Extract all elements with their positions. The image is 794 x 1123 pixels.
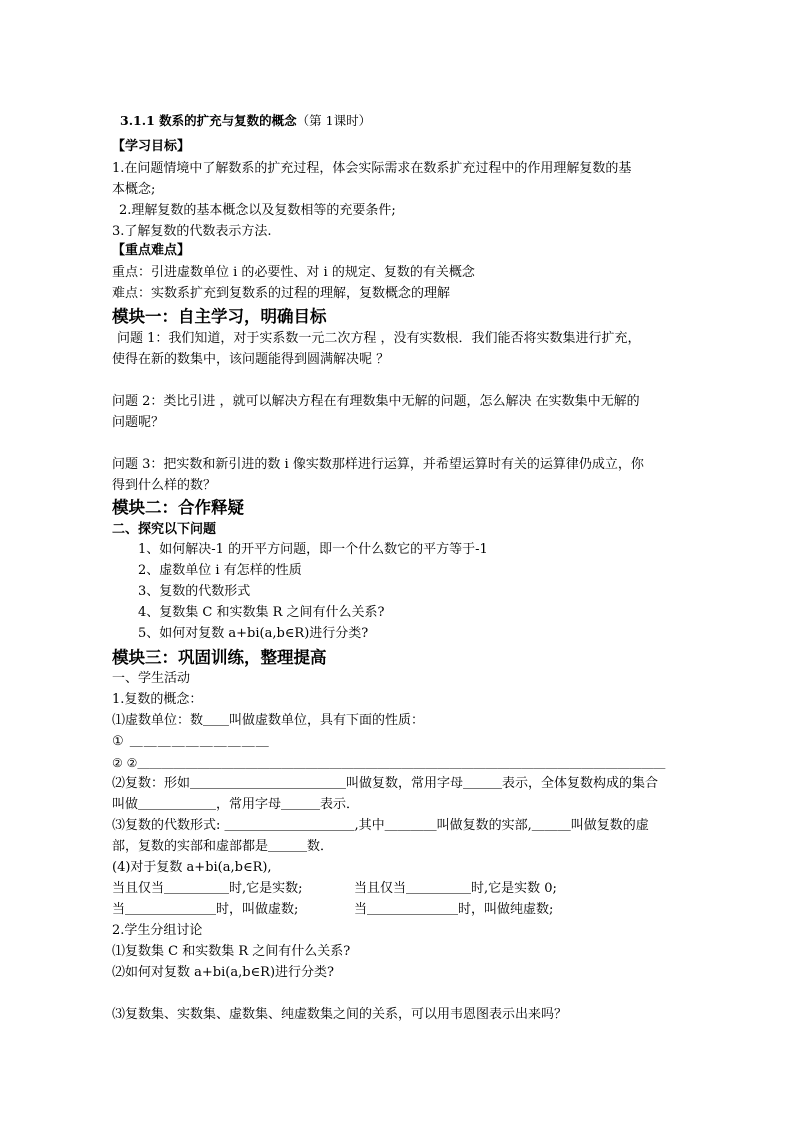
- imaginary-unit-line: ⑴虚数单位：数＿＿叫做虚数单位，具有下面的性质：: [112, 713, 425, 728]
- goal-2: 2.理解复数的基本概念以及复数相等的充要条件;: [119, 203, 396, 218]
- module-1-heading: 模块一：自主学习，明确目标: [112, 307, 327, 326]
- explore-item-1: 1、如何解决-1 的开平方问题，即一个什么数它的平方等于-1: [138, 542, 488, 557]
- section-explore-heading: 二、探究以下问题: [112, 522, 217, 537]
- explore-item-2: 2、虚数单位 i 有怎样的性质: [138, 563, 302, 578]
- property-2-blank: ② ②＿＿＿＿＿＿＿＿＿＿＿＿＿＿＿＿＿＿＿＿＿＿＿＿＿＿＿＿＿＿＿＿＿＿＿＿＿＿＿＿＿＿＿＿: [112, 756, 666, 770]
- document-title: 3.1.1 数系的扩充与复数的概念（第 1课时）: [120, 113, 372, 128]
- algebraic-form-line1: ⑶复数的代数形式: ＿＿＿＿＿＿＿＿＿＿,其中＿＿＿＿叫做复数的实部,＿＿＿叫做复数的虚: [112, 818, 649, 833]
- discussion-2: ⑵如何对复数 a+bi(a,b∈R)进行分类?: [112, 965, 334, 980]
- imaginary-condition: 当＿＿＿＿＿＿＿时，叫做虚数;: [112, 902, 299, 917]
- heading-key-points: 【重点难点】: [112, 243, 191, 258]
- key-point: 重点：引进虚数单位 i 的必要性、对 i 的规定、复数的有关概念: [112, 265, 475, 280]
- explore-item-4: 4、复数集 C 和实数集 R 之间有什么关系?: [138, 605, 385, 620]
- question-1-line1: 问题 1：我们知道，对于实系数一元二次方程 ，没有实数根．我们能否将实数集进行扩充，: [117, 331, 641, 346]
- concept-heading: 1.复数的概念：: [112, 692, 203, 707]
- goal-1-line1: 1.在问题情境中了解数系的扩充过程，体会实际需求在数系扩充过程中的作用理解复数的基: [112, 161, 632, 176]
- question-2-line1: 问题 2：类比引进 ，就可以解决方程在有理数集中无解的问题，怎么解决 在实数集中无解的: [112, 394, 640, 409]
- module-3-heading: 模块三：巩固训练，整理提高: [112, 648, 327, 667]
- property-1-blank: ① ＿＿＿＿＿＿＿＿＿＿: [112, 734, 270, 749]
- student-activity-heading: 一、学生活动: [112, 671, 191, 686]
- question-3-line2: 得到什么样的数？: [112, 478, 217, 493]
- question-1-line2: 使得在新的数集中，该问题能得到圆满解决呢 ？: [112, 352, 390, 367]
- classification-intro: (4)对于复数 a+bi(a,b∈R),: [112, 860, 272, 875]
- difficult-point: 难点：实数系扩充到复数系的过程的理解，复数概念的理解: [112, 286, 451, 301]
- module-2-heading: 模块二：合作释疑: [112, 498, 244, 517]
- pure-imaginary-condition: 当＿＿＿＿＿＿＿时，叫做纯虚数;: [354, 902, 554, 917]
- discussion-1: ⑴复数集 C 和实数集 R 之间有什么关系?: [112, 944, 351, 959]
- zero-condition: 当且仅当＿＿＿＿＿时,它是实数 0;: [354, 881, 557, 896]
- question-2-line2: 问题呢？: [112, 415, 165, 430]
- explore-item-5: 5、如何对复数 a+bi(a,b∈R)进行分类?: [138, 626, 369, 641]
- explore-item-3: 3、复数的代数形式: [138, 584, 251, 599]
- real-condition: 当且仅当＿＿＿＿＿时,它是实数;: [112, 881, 303, 896]
- heading-learning-goals: 【学习目标】: [112, 139, 191, 154]
- algebraic-form-line2: 部，复数的实部和虚部都是＿＿＿数．: [112, 839, 334, 854]
- discussion-3: ⑶复数集、实数集、虚数集、纯虚数集之间的关系，可以用韦恩图表示出来吗？: [112, 1007, 568, 1022]
- complex-def-line2: 叫做＿＿＿＿＿＿，常用字母＿＿＿表示．: [112, 797, 360, 812]
- question-3-line1: 问题 3：把实数和新引进的数 i 像实数那样进行运算，并希望运算时有关的运算律仍成立，你: [112, 457, 644, 472]
- goal-1-line2: 本概念;: [112, 182, 156, 197]
- complex-def-line1: ⑵复数：形如＿＿＿＿＿＿＿＿＿＿＿＿叫做复数，常用字母＿＿＿表示，全体复数构成的集合: [112, 776, 659, 791]
- goal-3: 3.了解复数的代数表示方法.: [112, 224, 272, 239]
- group-discussion-heading: 2.学生分组讨论: [112, 923, 203, 938]
